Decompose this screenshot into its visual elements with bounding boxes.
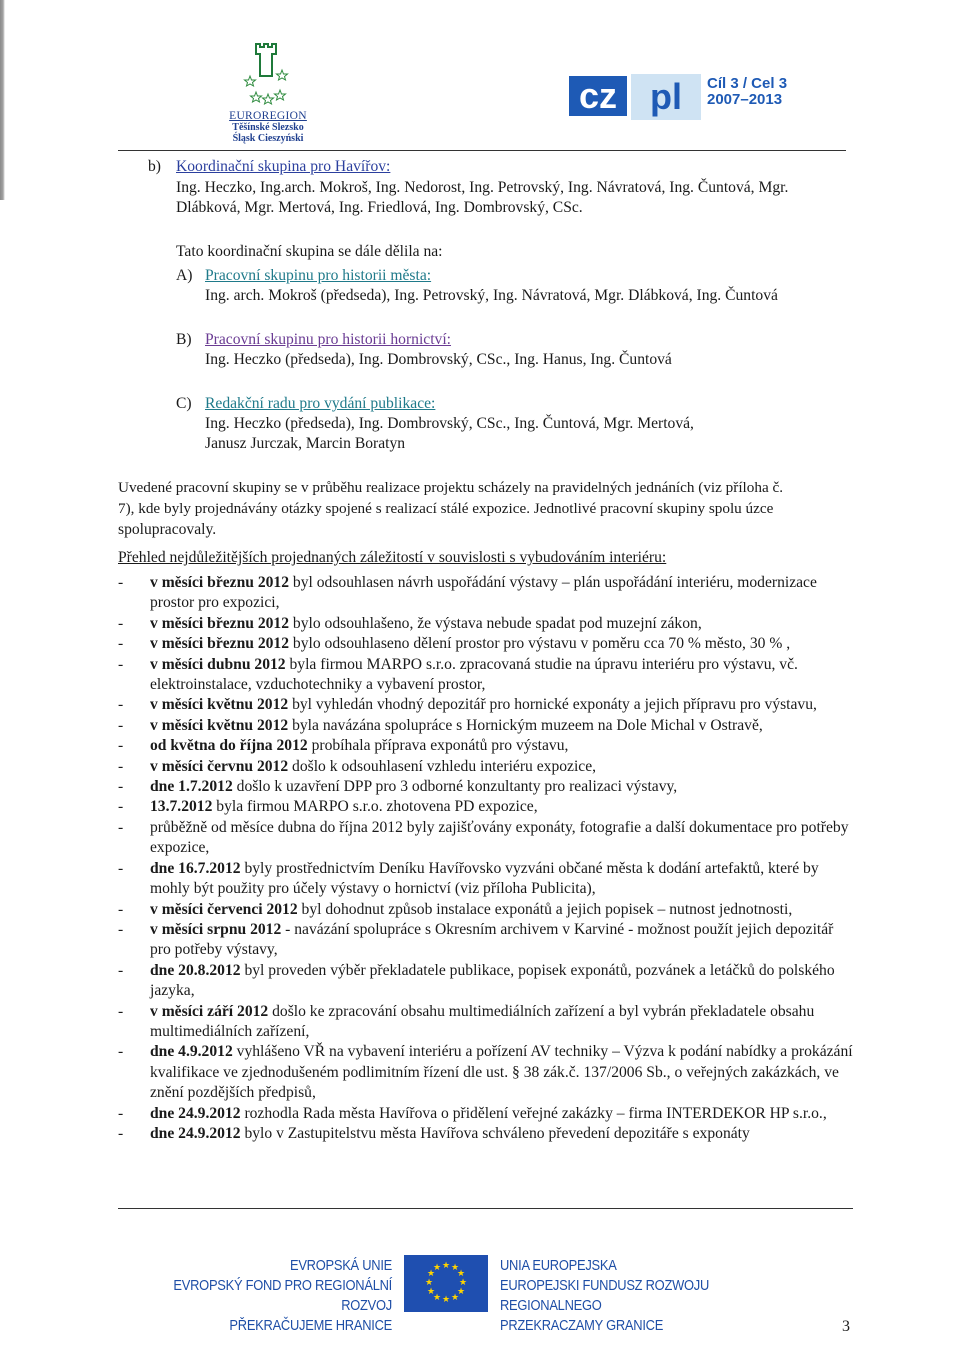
- euroregion-name: EUROREGION: [229, 110, 307, 122]
- program-goal-period: 2007–2013: [707, 91, 783, 108]
- timeline-item-text: rozhodla Rada města Havířova o přidělení veřejné zakázky – firma INTERDEKOR HP s.r.o.,: [240, 1104, 827, 1122]
- timeline-item: [118, 736, 853, 756]
- program-goal: [707, 74, 787, 108]
- list-dash: -: [118, 961, 124, 979]
- section-b-title: Koordinační skupina pro Havířov:: [176, 158, 391, 175]
- content-bottom-border: [118, 1208, 853, 1209]
- footer-cz-line-1: EVROPSKÁ UNIE: [289, 1257, 392, 1274]
- svg-text:★: ★: [426, 1269, 436, 1279]
- eu-flag-icon: [404, 1255, 488, 1312]
- timeline-item-date: dne 24.9.2012: [150, 1124, 241, 1142]
- timeline-item: [118, 859, 853, 900]
- timeline-item: [118, 900, 853, 920]
- section-b-intro: Tato koordinační skupina se dále dělila na:: [176, 243, 443, 260]
- timeline-item-text: byl odsouhlasen návrh uspořádání výstavy – plán uspořádání interiéru, modernizace prostor pro expozici,: [150, 574, 817, 612]
- timeline-item-text: byl dohodnut způsob instalace exponátů a jejich popisek – nutnost jednotnosti,: [297, 900, 793, 918]
- program-logo-pl: pl: [631, 74, 701, 120]
- scan-edge-mark: [0, 0, 22, 200]
- timeline-item: [118, 1002, 853, 1043]
- subgroup-a-title: Pracovní skupinu pro historii města:: [205, 267, 432, 284]
- overview-title: Přehled nejdůležitějších projednaných záležitostí v souvislosti s vybudováním interiéru:: [118, 549, 667, 566]
- timeline-item-date: v měsíci srpnu 2012: [150, 920, 282, 938]
- list-dash: -: [118, 920, 124, 938]
- svg-text:★: ★: [426, 1287, 436, 1297]
- svg-text:★: ★: [456, 1269, 466, 1279]
- timeline-list: [118, 573, 853, 1144]
- timeline-item-text: vyhlášeno VŘ na vybavení interiéru a pořízení AV techniky – Výzva k podání nabídky a prokázání kvalifikace ve zjednodušeném podlimitním řízení dle ust. § 38 zák.č. 137/2006 Sb., o veřejných zakázkách, ve znění pozdějších předpisů,: [150, 1043, 853, 1102]
- timeline-item-date: dne 16.7.2012: [150, 859, 241, 877]
- timeline-item-date: od května do října 2012: [150, 737, 308, 755]
- timeline-item-date: dne 20.8.2012: [150, 961, 241, 979]
- program-logo: [569, 74, 787, 120]
- timeline-item: [118, 797, 853, 817]
- svg-text:★: ★: [456, 1287, 466, 1297]
- section-b-members-1: Ing. Heczko, Ing.arch. Mokroš, Ing. Nedorost, Ing. Petrovský, Ing. Návratová, Ing. Čuntová, Mgr.: [176, 179, 789, 196]
- subgroup-b-marker: B): [176, 331, 192, 348]
- timeline-item-text: bylo odsouhlaseno dělení prostor pro výstavu v poměru cca 70 % město, 30 % ,: [289, 635, 791, 653]
- list-dash: -: [118, 737, 124, 755]
- subgroup-c-title: Redakční radu pro vydání publikace:: [205, 395, 436, 412]
- timeline-item-date: v měsíci květnu 2012: [150, 716, 289, 734]
- timeline-item-text: byl vyhledán vhodný depozitář pro hornické exponáty a jejich přípravu pro výstavu,: [288, 696, 817, 714]
- timeline-item: [118, 655, 853, 696]
- list-dash: -: [118, 716, 124, 734]
- list-dash: -: [118, 900, 124, 918]
- list-dash: -: [118, 859, 124, 877]
- euroregion-sub-cz: Těšínské Slezsko: [232, 122, 304, 133]
- timeline-item: [118, 716, 853, 736]
- list-dash: -: [118, 1043, 124, 1061]
- timeline-item-text: bylo v Zastupitelstvu města Havířova schváleno převedení depozitáře s exponáty: [240, 1124, 750, 1142]
- footer-cz-line-2: EVROPSKÝ FOND PRO REGIONÁLNÍ ROZVOJ: [173, 1277, 392, 1314]
- subgroup-c-members-2: Janusz Jurczak, Marcin Boratyn: [205, 435, 406, 452]
- timeline-item: [118, 1104, 853, 1124]
- list-dash: -: [118, 574, 124, 591]
- footer-pl-line-1: UNIA EUROPEJSKA: [500, 1257, 617, 1274]
- program-logo-cz: cz: [569, 76, 627, 116]
- timeline-item-date: 13.7.2012: [150, 798, 213, 816]
- footer-eu-pl: [500, 1256, 784, 1336]
- timeline-item: [118, 920, 853, 961]
- timeline-item-text: byl proveden výběr překladatele publikace, popisek exponátů, pozvánek a letáčků do polského jazyka,: [150, 961, 835, 1000]
- subgroup-a-marker: A): [176, 267, 193, 284]
- timeline-item: [118, 695, 853, 715]
- timeline-item-text: průběžně od měsíce dubna do října 2012 byly zajišťovány exponáty, fotografie a další dokumentace pro potřeby expozice,: [150, 818, 849, 857]
- svg-text:★: ★: [458, 1278, 468, 1288]
- timeline-item-text: byly prostřednictvím Deníku Havířovsko vyzváni občané města k dodání artefaktů, které by mohly být použity pro účely výstavy o hornictví (viz příloha Publicita),: [150, 859, 819, 898]
- timeline-item-date: v měsíci dubnu 2012: [150, 655, 286, 673]
- header-divider: [118, 150, 846, 151]
- timeline-item: [118, 961, 853, 1002]
- timeline-item: [118, 614, 853, 634]
- section-b-marker: b): [148, 158, 161, 175]
- list-dash: -: [118, 614, 124, 632]
- list-dash: -: [118, 818, 124, 836]
- timeline-item-text: - navázání spolupráce s Okresním archivem v Karviné - možnost použít jejich depozitář pro potřeby výstavy,: [150, 920, 834, 959]
- paragraph-line-2: 7), kde byly projednávány otázky spojené s realizací stálé expozice. Jednotlivé pracovní skupiny spolu úzce: [118, 500, 774, 517]
- svg-text:★: ★: [441, 1261, 451, 1271]
- paragraph-line-3: spolupracovaly.: [118, 521, 217, 538]
- timeline-item-date: v měsíci červenci 2012: [150, 900, 298, 918]
- subgroup-b-title: Pracovní skupinu pro historii hornictví:: [205, 331, 452, 348]
- list-dash: -: [118, 635, 124, 653]
- svg-text:★: ★: [441, 1295, 451, 1305]
- list-dash: -: [118, 798, 124, 816]
- list-dash: -: [118, 757, 124, 775]
- svg-text:★: ★: [450, 1263, 460, 1273]
- footer-cz-line-3: PŘEKRAČUJEME HRANICE: [229, 1317, 392, 1334]
- timeline-item-date: v měsíci květnu 2012: [150, 696, 289, 714]
- list-dash: -: [118, 778, 124, 796]
- timeline-item-date: v měsíci červnu 2012: [150, 757, 289, 775]
- section-b-members-2: Dlábková, Mgr. Mertová, Ing. Friedlová, Ing. Dombrovský, CSc.: [176, 199, 583, 216]
- subgroup-c-marker: C): [176, 395, 192, 412]
- timeline-item-text: byla firmou MARPO s.r.o. zpracovaná studie na úpravu interiéru pro výstavu, vč. elektroinstalace, vzduchotechniky a vybavení prostor,: [150, 655, 798, 694]
- timeline-item-text: byla firmou MARPO s.r.o. zhotovena PD expozice,: [212, 798, 538, 816]
- list-dash: -: [118, 1124, 124, 1142]
- timeline-item-text: došlo k odsouhlasení vzhledu interiéru expozice,: [288, 757, 597, 775]
- timeline-item-text: bylo odsouhlašeno, že výstava nebude spadat pod muzejní zákon,: [289, 614, 702, 632]
- program-goal-title: Cíl 3 / Cel 3: [707, 75, 788, 92]
- timeline-item: [118, 1124, 853, 1144]
- page-number: 3: [842, 1318, 850, 1335]
- timeline-item-date: v měsíci září 2012: [150, 1002, 269, 1020]
- tower-stars-icon: [238, 40, 298, 110]
- subgroup-a-members: Ing. arch. Mokroš (předseda), Ing. Petrovský, Ing. Návratová, Mgr. Dlábková, Ing. Čuntová: [205, 287, 778, 304]
- timeline-item: [118, 777, 853, 797]
- timeline-item-text: došlo k uzavření DPP pro 3 odborné konzultanty pro realizaci výstavy,: [232, 778, 678, 796]
- timeline-item-date: dne 24.9.2012: [150, 1104, 241, 1122]
- timeline-item-date: dne 4.9.2012: [150, 1043, 233, 1061]
- paragraph-line-1: Uvedené pracovní skupiny se v průběhu realizace projektu scházely na pravidelných jednáních (viz příloha č.: [118, 479, 784, 496]
- timeline-item: [118, 1042, 853, 1103]
- list-dash: -: [118, 1002, 124, 1020]
- timeline-item: [118, 634, 853, 654]
- euroregion-logo: [193, 40, 343, 144]
- svg-text:★: ★: [432, 1293, 442, 1303]
- svg-text:★: ★: [432, 1263, 442, 1273]
- timeline-item: [118, 757, 853, 777]
- subgroup-c-members-1: Ing. Heczko (předseda), Ing. Dombrovský, CSc., Ing. Čuntová, Mgr. Mertová,: [205, 415, 694, 432]
- svg-text:★: ★: [424, 1278, 434, 1288]
- timeline-item-date: dne 1.7.2012: [150, 778, 233, 796]
- footer-eu-cz: [158, 1256, 392, 1336]
- timeline-item-text: byla navázána spolupráce s Hornickým muzeem na Dole Michal v Ostravě,: [288, 716, 763, 734]
- timeline-item-date: v měsíci březnu 2012: [150, 574, 290, 591]
- euroregion-sub-pl: Śląsk Cieszyński: [232, 133, 304, 144]
- list-dash: -: [118, 696, 124, 714]
- timeline-item: [118, 573, 853, 614]
- subgroup-b-members: Ing. Heczko (předseda), Ing. Dombrovský, CSc., Ing. Hanus, Ing. Čuntová: [205, 351, 672, 368]
- timeline-item-text: došlo ke zpracování obsahu multimediálních zařízení a byl vybrán překladatele obsahu multimediálních zařízení,: [150, 1002, 815, 1040]
- timeline-item-text: probíhala příprava exponátů pro výstavu,: [307, 737, 569, 755]
- timeline-item-date: v měsíci březnu 2012: [150, 635, 290, 653]
- footer-pl-line-2: EUROPEJSKI FUNDUSZ ROZWOJU REGIONALNEGO: [500, 1277, 710, 1314]
- timeline-item-date: v měsíci březnu 2012: [150, 614, 290, 632]
- footer-pl-line-3: PRZEKRACZAMY GRANICE: [500, 1317, 664, 1334]
- list-dash: -: [118, 655, 124, 673]
- list-dash: -: [118, 1104, 124, 1122]
- svg-text:★: ★: [450, 1293, 460, 1303]
- timeline-item: [118, 818, 853, 859]
